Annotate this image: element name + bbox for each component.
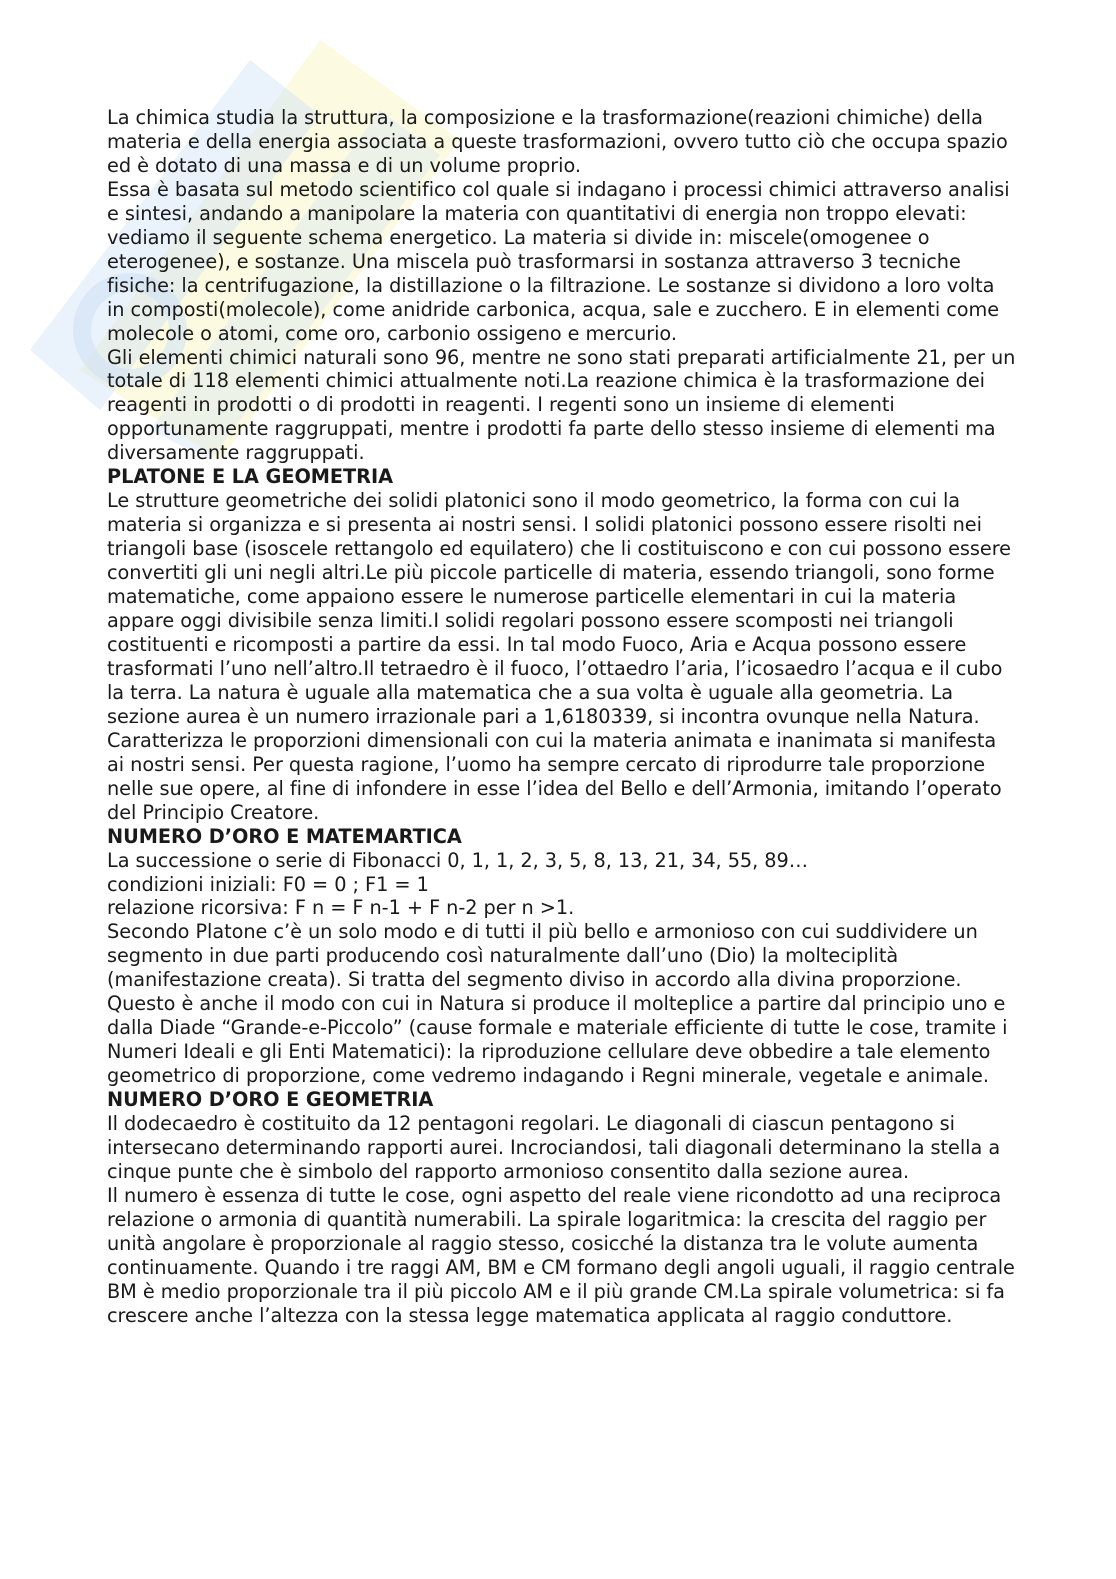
intro-paragraph-1: La chimica studia la struttura, la composizione e la trasformazione(reazioni chimiche) della materia e della energia associata a queste trasformazioni, ovvero tutto ciò che occupa spazio ed è dotato di una massa e di un volume proprio. xyxy=(107,106,1008,177)
recursive-relation-line: relazione ricorsiva: F n = F n-1 + F n-2 per n >1. xyxy=(107,896,575,920)
heading-platone: PLATONE E LA GEOMETRIA xyxy=(107,465,393,489)
initial-conditions-line: condizioni iniziali: F0 = 0 ; F1 = 1 xyxy=(107,872,429,896)
geometria-paragraph-2: Il numero è essenza di tutte le cose, ogni aspetto del reale viene ricondotto ad una reciproca relazione o armonia di quantità numerabili. La spirale logaritmica: la crescita del raggio per unità angolare è proporzionale al raggio stesso, cosicché la distanza tra le volute aumenta continuamente. Quando i tre raggi AM, BM e CM formano degli angoli uguali, il raggio centrale BM è medio proporzionale tra il più piccolo AM e il più grande CM.La spirale volumetrica: si fa crescere anche l’altezza con la stessa legge matematica applicata al raggio conduttore. xyxy=(107,1183,1015,1327)
intro-paragraph-2: Essa è basata sul metodo scientifico col quale si indagano i processi chimici attraverso analisi e sintesi, andando a manipolare la materia con quantitativi di energia non troppo elevati: vediamo il seguente schema energetico. La materia si divide in: miscele(omogenee o eterogenee), e sostanze. Una miscela può trasformarsi in sostanza attraverso 3 tecniche fisiche: la centrifugazione, la distillazione o la filtrazione. Le sostanze si dividono a loro volta in composti(molecole), come anidride carbonica, acqua, sale e zucchero. E in elementi come molecole o atomi, come oro, carbonio ossigeno e mercurio. xyxy=(107,177,1010,345)
heading-matematica: NUMERO D’ORO E MATEMARTICA xyxy=(107,824,462,848)
fibonacci-line: La successione o serie di Fibonacci 0, 1, 1, 2, 3, 5, 8, 13, 21, 34, 55, 89… xyxy=(107,848,808,872)
geometria-paragraph-1: Il dodecaedro è costituito da 12 pentagoni regolari. Le diagonali di ciascun pentagono si intersecano determinando rapporti aurei. Incrociandosi, tali diagonali determinano la stella a cinque punte che è simbolo del rapporto armonioso consentito dalla sezione aurea. xyxy=(107,1112,1001,1183)
document-body xyxy=(107,106,1017,1328)
intro-paragraph-3: Gli elementi chimici naturali sono 96, mentre ne sono stati preparati artificialmente 21, per un totale di 118 elementi chimici attualmente noti.La reazione chimica è la trasformazione dei reagenti in prodotti o di prodotti in reagenti. I regenti sono un insieme di elementi opportunamente raggruppati, mentre i prodotti fa parte dello stesso insieme di elementi ma diversamente raggruppati. xyxy=(107,345,1016,465)
platone-paragraph: Le strutture geometriche dei solidi platonici sono il modo geometrico, la forma con cui la materia si organizza e si presenta ai nostri sensi. I solidi platonici possono essere risolti nei triangoli base (isoscele rettangolo ed equilatero) che li costituiscono e con cui possono essere convertiti gli uni negli altri.Le più piccole particelle di materia, essendo triangoli, sono forme matematiche, come appaiono essere le numerose particelle elementari in cui la materia appare oggi divisibile senza limiti.I solidi regolari possono essere scomposti nei triangoli costituenti e ricomposti a partire da essi. In tal modo Fuoco, Aria e Acqua possono essere trasformati l’uno nell’altro.Il tetraedro è il fuoco, l’ottaedro l’aria, l’icosaedro l’acqua e il cubo la terra. La natura è uguale alla matematica che a sua volta è uguale alla geometria. La sezione aurea è un numero irrazionale pari a 1,6180339, si incontra ovunque nella Natura. Caratterizza le proporzioni dimensionali con cui la materia animata e inanimata si manifesta ai nostri sensi. Per questa ragione, l’uomo ha sempre cercato di riprodurre tale proporzione nelle sue opere, al fine di infondere in esse l’idea del Bello e dell’Armonia, imitando l’operato del Principio Creatore. xyxy=(107,489,1011,824)
matematica-paragraph: Secondo Platone c’è un solo modo e di tutti il più bello e armonioso con cui suddividere un segmento in due parti producendo così naturalmente dall’uno (Dio) la molteciplità (manifestazione creata). Si tratta del segmento diviso in accordo alla divina proporzione. Questo è anche il modo con cui in Natura si produce il molteplice a partire dal principio uno e dalla Diade “Grande-e-Piccolo” (cause formale e materiale efficiente di tutte le cose, tramite i Numeri Ideali e gli Enti Matematici): la riproduzione cellulare deve obbedire a tale elemento geometrico di proporzione, come vedremo indagando i Regni minerale, vegetale e animale. xyxy=(107,920,1008,1088)
heading-geometria: NUMERO D’ORO E GEOMETRIA xyxy=(107,1088,434,1112)
